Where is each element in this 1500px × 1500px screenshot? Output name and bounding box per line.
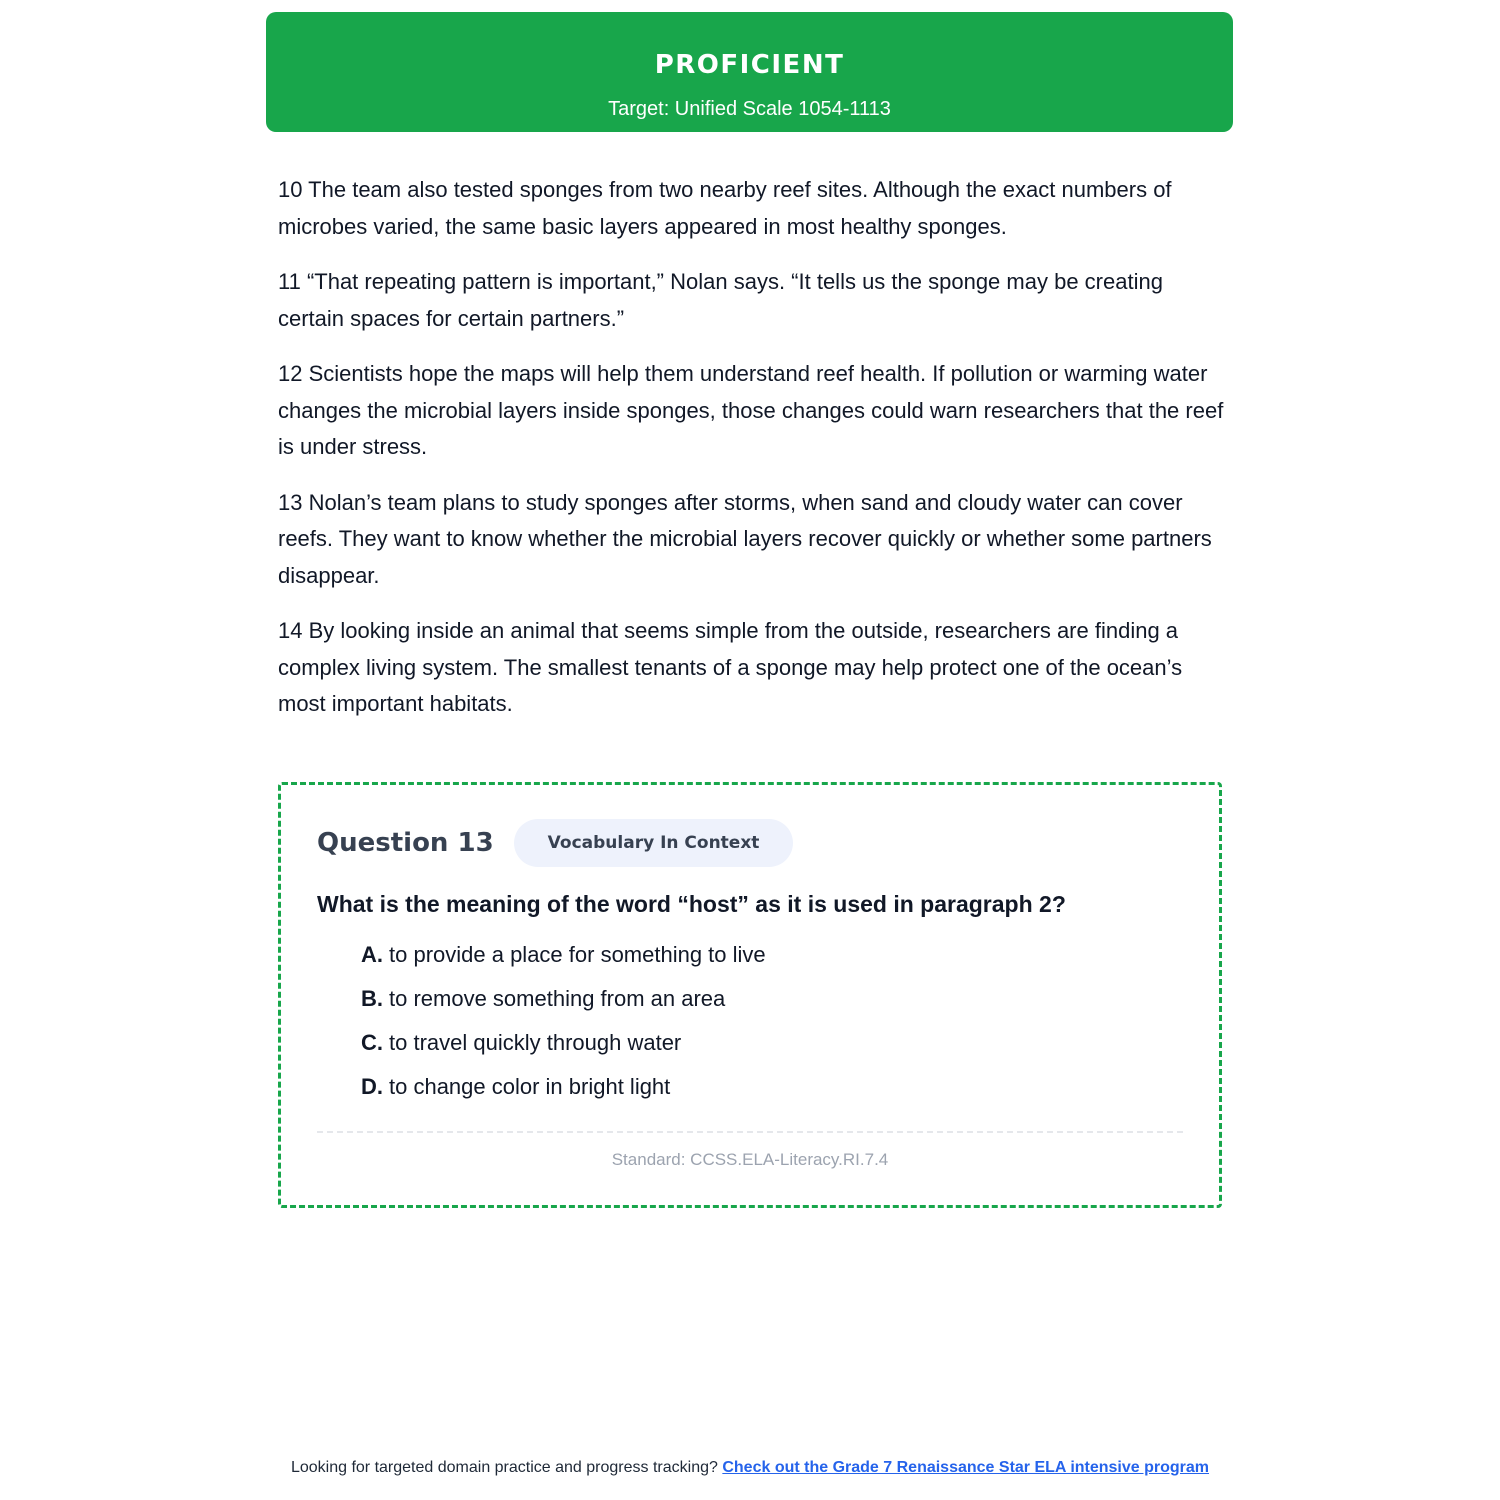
- passage-paragraph-13: 13 Nolan’s team plans to study sponges after storms, when sand and cloudy water can cover reefs. They want to know whether the microbial layers recover quickly or whether some partners disappear.: [278, 489, 1212, 588]
- question-number: Question 13: [317, 828, 494, 858]
- reading-passage: [278, 172, 1228, 742]
- question-card: [278, 782, 1222, 1208]
- option-letter: B.: [361, 986, 383, 1011]
- answer-options: [361, 940, 766, 1116]
- option-text: to travel quickly through water: [389, 1030, 682, 1055]
- footer-promo: [0, 1457, 1500, 1479]
- proficiency-level: PROFICIENT: [654, 50, 845, 80]
- answer-option-b[interactable]: [361, 984, 766, 1028]
- question-category-tag: Vocabulary In Context: [514, 819, 794, 867]
- proficiency-banner: [266, 12, 1233, 132]
- question-prompt: What is the meaning of the word “host” as it is used in paragraph 2?: [317, 891, 1066, 917]
- answer-option-a[interactable]: [361, 940, 766, 984]
- footer-text: Looking for targeted domain practice and progress tracking?: [290, 1459, 718, 1476]
- question-header: [317, 817, 793, 869]
- question-divider: [317, 1131, 1183, 1133]
- program-link[interactable]: Check out the Grade 7 Renaissance Star ELA intensive program: [722, 1459, 1210, 1476]
- target-scale: Target: Unified Scale 1054-1113: [608, 98, 891, 120]
- option-text: to change color in bright light: [389, 1074, 671, 1099]
- option-letter: A.: [361, 942, 383, 967]
- option-text: to provide a place for something to live: [389, 942, 766, 967]
- answer-option-d[interactable]: [361, 1072, 766, 1116]
- option-letter: D.: [361, 1074, 383, 1099]
- answer-option-c[interactable]: [361, 1028, 766, 1072]
- passage-paragraph-10: 10 The team also tested sponges from two nearby reef sites. Although the exact numbers of microbes varied, the same basic layers appeared in most healthy sponges.: [278, 177, 1172, 239]
- option-letter: C.: [361, 1030, 383, 1055]
- passage-paragraph-11: 11 “That repeating pattern is important,” Nolan says. “It tells us the sponge may be creating certain spaces for certain partners.”: [278, 269, 1163, 331]
- passage-paragraph-14: 14 By looking inside an animal that seems simple from the outside, researchers are finding a complex living system. The smallest tenants of a sponge may help protect one of the ocean’s most important habitats.: [278, 618, 1183, 716]
- option-text: to remove something from an area: [389, 986, 726, 1011]
- standard-reference: Standard: CCSS.ELA-Literacy.RI.7.4: [611, 1150, 889, 1169]
- passage-paragraph-12: 12 Scientists hope the maps will help them understand reef health. If pollution or warming water changes the microbial layers inside sponges, those changes could warn researchers that the reef is under stress.: [278, 361, 1224, 459]
